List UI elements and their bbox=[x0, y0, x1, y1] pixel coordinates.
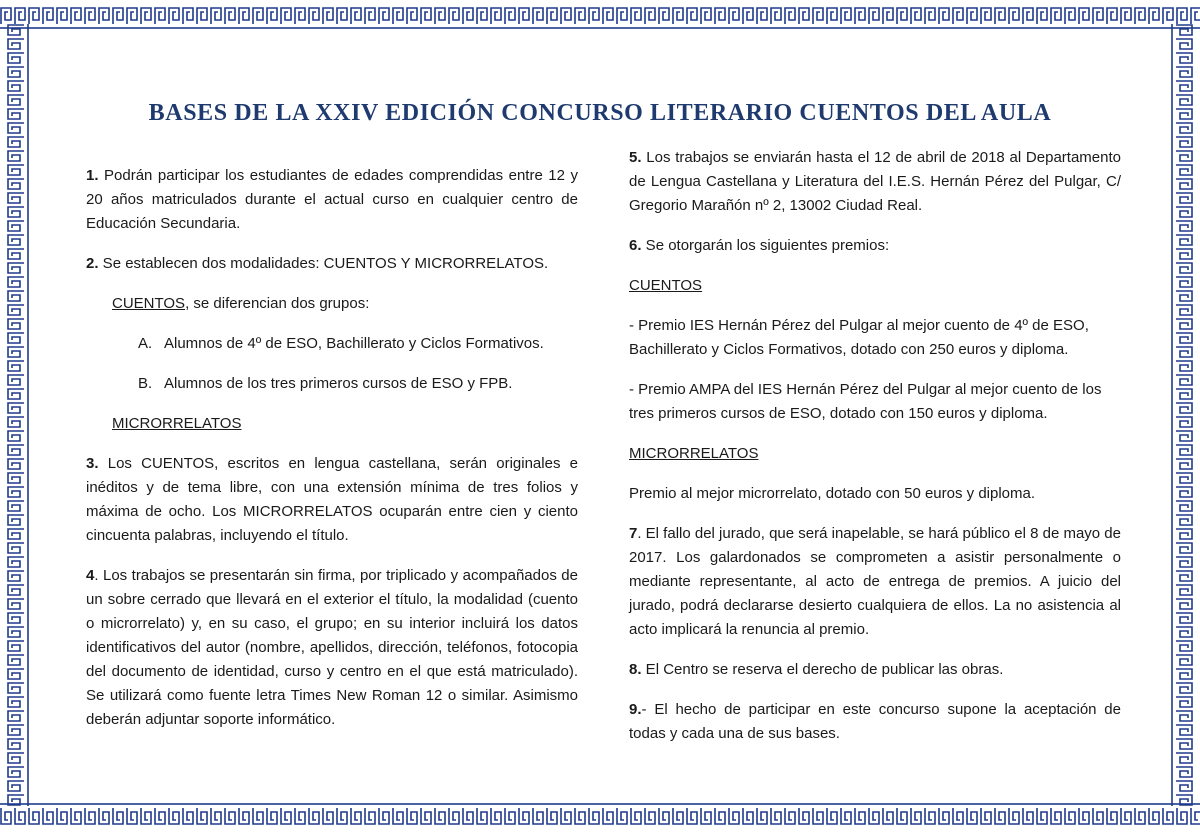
rule-number: 7 bbox=[629, 525, 638, 542]
rule-text: Los CUENTOS, escritos en lengua castellana, serán originales e inéditos y de tema libre, con una extensión mínima de tres folios y máxima de ocho. Los MICRORRELATOS ocuparán entre cien y ciento cincuenta palabras, incluyendo el título. bbox=[86, 455, 578, 544]
rule-7 bbox=[629, 522, 1121, 642]
rule-number: 3. bbox=[86, 455, 99, 472]
rule-1 bbox=[86, 164, 578, 236]
rule-text: . Los trabajos se presentarán sin firma, por triplicado y acompañados de un sobre cerrado que llevará en el exterior el título, la modalidad (cuento o microrrelato) y, en su caso, el grupo; en su interior incluirá los datos identificativos del autor (nombre, apellidos, dirección, teléfonos, fotocopia del documento de identidad, curso y centro en el que está matriculado). Se utilizará como fuente letra Times New Roman 12 o similar. Asimismo deberán adjuntar soporte informático. bbox=[86, 567, 578, 728]
cuentos-prizes-heading: CUENTOS bbox=[629, 277, 703, 294]
cuentos-heading: CUENTOS bbox=[112, 295, 186, 312]
greek-key-border-right bbox=[1170, 24, 1200, 806]
rule-text: Los trabajos se enviarán hasta el 12 de abril de 2018 al Departamento de Lengua Castellana y Literatura del I.E.S. Hernán Pérez del Pulgar, C/ Gregorio Marañón nº 2, 13002 Ciudad Real. bbox=[629, 149, 1121, 214]
rule-text: . El fallo del jurado, que será inapelable, se hará público el 8 de mayo de 2017. Los galardonados se comprometen a asistir personalmente o mediante representante, al acto de entrega de premios. A juicio del jurado, podrá declararse desierto cualquiera de ellos. La no asistencia al acto implicará la renuncia al premio. bbox=[629, 525, 1121, 638]
prize-3: Premio al mejor microrrelato, dotado con 50 euros y diploma. bbox=[629, 485, 1036, 502]
group-letter: A. bbox=[138, 335, 153, 352]
microrrelatos-prizes-heading: MICRORRELATOS bbox=[629, 445, 759, 462]
rule-text: Se otorgarán los siguientes premios: bbox=[641, 237, 890, 254]
rule-number: 1. bbox=[86, 167, 99, 184]
cuentos-groups-intro bbox=[86, 292, 578, 316]
cuentos-prizes-heading-row bbox=[629, 274, 1121, 298]
rule-number: 4 bbox=[86, 567, 95, 584]
prize-2: - Premio AMPA del IES Hernán Pérez del Pulgar al mejor cuento de los tres primeros cursos de ESO, dotado con 150 euros y diploma. bbox=[629, 381, 1102, 422]
rule-4 bbox=[86, 564, 578, 732]
rule-number: 6. bbox=[629, 237, 642, 254]
greek-key-border-left bbox=[0, 24, 30, 806]
rule-number: 2. bbox=[86, 255, 99, 272]
group-text: Alumnos de los tres primeros cursos de ESO y FPB. bbox=[164, 375, 513, 392]
rule-number: 5. bbox=[629, 149, 642, 166]
microrrelatos-heading-row bbox=[86, 412, 578, 436]
right-column bbox=[629, 146, 1121, 762]
left-column bbox=[86, 164, 578, 748]
page-title: BASES DE LA XXIV EDICIÓN CONCURSO LITERARIO CUENTOS DEL AULA bbox=[148, 100, 1052, 126]
rule-3 bbox=[86, 452, 578, 548]
rule-number: 9. bbox=[629, 701, 642, 718]
rule-text: Se establecen dos modalidades: CUENTOS Y MICRORRELATOS. bbox=[98, 255, 549, 272]
group-letter: B. bbox=[138, 375, 153, 392]
microrrelatos-prizes-heading-row bbox=[629, 442, 1121, 466]
group-b bbox=[86, 372, 578, 396]
rule-number: 8. bbox=[629, 661, 642, 678]
rule-text: El Centro se reserva el derecho de publicar las obras. bbox=[641, 661, 1004, 678]
rule-text: - El hecho de participar en este concurso supone la aceptación de todas y cada una de sus bases. bbox=[629, 701, 1121, 742]
rule-text: Podrán participar los estudiantes de edades comprendidas entre 12 y 20 años matriculados durante el actual curso en cualquier centro de Educación Secundaria. bbox=[86, 167, 578, 232]
rule-6 bbox=[629, 234, 1121, 258]
rule-8 bbox=[629, 658, 1121, 682]
rule-2 bbox=[86, 252, 578, 276]
greek-key-border-top bbox=[0, 0, 1200, 30]
group-text: Alumnos de 4º de ESO, Bachillerato y Ciclos Formativos. bbox=[164, 335, 544, 352]
greek-key-border-bottom bbox=[0, 800, 1200, 832]
rule-9 bbox=[629, 698, 1121, 746]
group-a bbox=[86, 332, 578, 356]
cuentos-intro-text: , se diferencian dos grupos: bbox=[185, 295, 370, 312]
prize-1: - Premio IES Hernán Pérez del Pulgar al mejor cuento de 4º de ESO, Bachillerato y Ciclos Formativos, dotado con 250 euros y diploma. bbox=[629, 317, 1089, 358]
rule-5 bbox=[629, 146, 1121, 218]
microrrelatos-heading: MICRORRELATOS bbox=[112, 415, 242, 432]
